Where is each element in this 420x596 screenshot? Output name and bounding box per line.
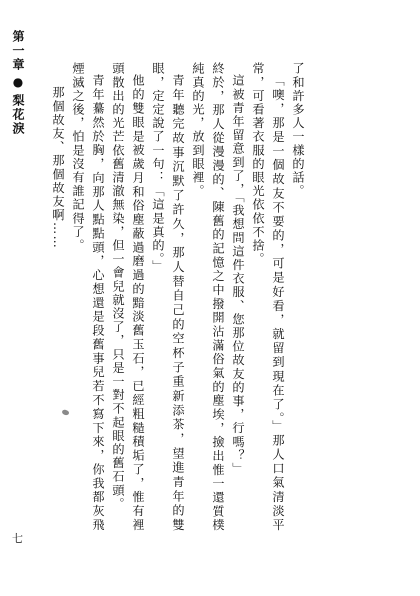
paragraph: 終於，那人從漫漫的、陳舊的記憶之中撥開沾滿俗氣的塵埃，撿出惟一還質樸純真的光，放到眼裡。 — [191, 62, 225, 532]
page-number: 七 — [12, 532, 23, 545]
running-header — [10, 30, 27, 136]
separator-dot: ● — [11, 75, 25, 91]
paragraph: 青年聽完故事沉默了許久，那人替自己的空杯子重新添茶，望進青年的雙眼，定定說了一句：「這是真的。」 — [151, 62, 185, 532]
paragraph: 他的雙眼是被歲月和俗塵蔽過磨過的黯淡舊玉石，已經粗糙積垢了，惟有裡頭散出的光芒依舊清澈無染，但一會兒就沒了，只是一對不起眼的舊石頭。 — [111, 62, 145, 532]
paragraph: 了和許多人一樣的話。 — [291, 62, 305, 198]
paragraph: 青年驀然於胸，向那人點點頭，心想還是段舊事兒若不寫下來，你我都灰飛煙滅之後，怕是沒有誰記得了。 — [71, 62, 105, 532]
body-text — [48, 62, 308, 532]
paragraph: 這被青年留意到了，「我想問這件衣服、您那位故友的事，行嗎？」 — [231, 74, 245, 477]
paragraph: 那個故友、那個故友啊…… — [51, 86, 65, 250]
chapter-title: 梨花淚 — [11, 94, 25, 136]
paragraph: 「噢，那是一個故友不要的，可是好看，就留到現在了。」那人口氣清淡平常，可看著衣服的眼光依依不捨。 — [251, 62, 285, 532]
chapter-label: 第一章 — [11, 30, 25, 72]
